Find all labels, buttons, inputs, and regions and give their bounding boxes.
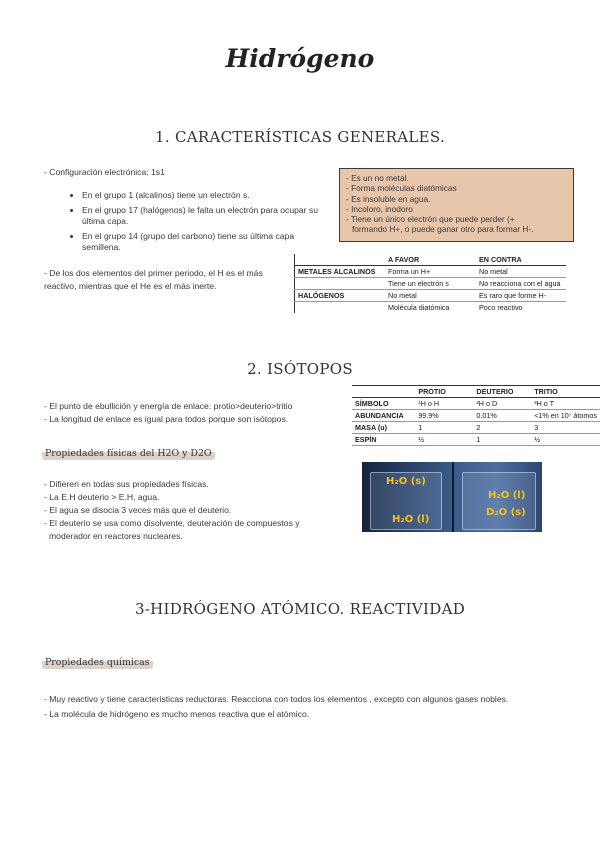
phys-line: - El deuterio se usa como disolvente, deuteración de compuestos y — [44, 518, 300, 528]
list-item: • En el grupo 1 (alcalinos) tiene un electrón s. — [82, 190, 332, 202]
list-item: • En el grupo 14 (grupo del carbono) tiene su última capa semillena. — [82, 231, 332, 254]
isotope-line: - El punto de ebullición y energía de enlace: protio>deuterio>tritio — [44, 401, 293, 411]
phys-line: - La E.H deuterio > E.H. agua. — [44, 492, 160, 502]
note-line: - Es insoluble en agua. — [346, 193, 431, 204]
label-d2o-solid: D₂O (s) — [486, 507, 526, 518]
table-cell: ³H o T — [534, 399, 555, 408]
table-cell: Molécula diatómica — [388, 303, 450, 312]
table-header: A FAVOR — [388, 255, 420, 264]
table-cell: HALÓGENOS — [298, 291, 345, 300]
table-cell: ABUNDANCIA — [355, 411, 404, 420]
table-cell: Es raro que forme H- — [479, 291, 547, 300]
table-cell: ½ — [534, 435, 541, 444]
note-line: - Incoloro, inodoro — [346, 203, 413, 214]
table-header — [352, 386, 415, 398]
properties-note-box — [339, 168, 574, 242]
reactivity-line: - Muy reactivo y tiene características reductoras. Reacciona con todos los elementos , excepto con algunos gases nobles. — [44, 694, 509, 704]
table-cell: No metal — [479, 267, 508, 276]
table-cell: ½ — [418, 435, 425, 444]
table-cell: 99.9% — [418, 411, 439, 420]
table-header: EN CONTRA — [479, 255, 522, 264]
ice-water-photo — [362, 462, 542, 532]
table-cell: Poco reactivo — [479, 303, 523, 312]
table-header: TRITIO — [534, 387, 558, 396]
table-cell: MASA (u) — [355, 423, 388, 432]
table-cell: <1% en 10⁷ átomos — [534, 411, 597, 420]
subheading-label: Propiedades físicas del H2O y D2O — [42, 448, 215, 460]
table-cell: Forma un H+ — [388, 267, 431, 276]
reactivity-paragraph: - De los dos elementos del primer periodo, el H es el más reactivo, mientras que el He es el más inerte. — [44, 268, 263, 291]
label-h2o-solid: H₂O (s) — [386, 476, 426, 487]
section-heading-caracteristicas: 1. CARACTERÍSTICAS GENERALES. — [155, 128, 445, 146]
section-heading-isotopos: 2. ISÓTOPOS — [247, 360, 353, 378]
label-h2o-liquid-right: H₂O (l) — [488, 490, 526, 501]
table-cell: 1 — [418, 423, 423, 432]
config-line: - Configuración electrónica: 1s1 — [44, 167, 165, 177]
phys-line: - El agua se disocia 3 veces más que el deuterio. — [44, 505, 232, 515]
table-cell: 3 — [534, 423, 539, 432]
phys-line: moderador en reactores nucleares. — [49, 531, 183, 541]
label-h2o-liquid-left: H₂O (l) — [392, 514, 430, 525]
section-heading-hidrogeno-atomico: 3-HIDRÓGENO ATÓMICO. REACTIVIDAD — [134, 600, 466, 618]
table-cell — [295, 278, 386, 290]
table-cell: Tiene un electrón s — [388, 279, 449, 288]
note-line: - Forma moléculas diatómicas — [346, 183, 457, 194]
table-cell: 0.01% — [476, 411, 497, 420]
page-title: Hidrógeno — [225, 44, 375, 73]
table-cell: No reacciona con el agua — [479, 279, 561, 288]
note-line: - Tiene un único electrón que puede perder (+ — [346, 214, 515, 225]
table-cell: SÍMBOLO — [355, 399, 389, 408]
subheading-propiedades-quimicas — [42, 652, 153, 670]
table-cell — [295, 302, 386, 314]
glass-right — [462, 472, 536, 530]
favor-contra-table — [294, 254, 566, 313]
isotope-line: - La longitud de enlace es igual para todos porque son isótopos. — [44, 414, 289, 424]
subheading-propiedades-fisicas — [42, 443, 215, 461]
table-header: PROTIO — [418, 387, 446, 396]
list-item: • En el grupo 17 (halógenos) le falta un electrón para ocupar su última capa. — [82, 205, 332, 228]
isotope-table — [352, 385, 600, 446]
table-cell: 1 — [476, 435, 481, 444]
table-header — [295, 254, 386, 266]
table-cell: METALES ALCALINOS — [298, 267, 376, 276]
table-cell: ²H o D — [476, 399, 498, 408]
photo-divider — [452, 462, 454, 532]
groups-list — [50, 190, 332, 257]
table-cell: ¹H o H — [418, 399, 440, 408]
table-cell: ESPÍN — [355, 435, 377, 444]
table-header: DEUTERIO — [476, 387, 514, 396]
subheading-label: Propiedades químicas — [42, 657, 153, 669]
phys-line: - Difieren en todas sus propiedades físicas. — [44, 479, 209, 489]
table-cell: 2 — [476, 423, 481, 432]
note-line: formando H+, o puede ganar otro para formar H-. — [352, 224, 534, 235]
table-cell: No metal — [388, 291, 417, 300]
note-line: - Es un no metal. — [346, 173, 409, 183]
reactivity-line: - La molécula de hidrógeno es mucho menos reactiva que el atómico. — [44, 709, 310, 719]
